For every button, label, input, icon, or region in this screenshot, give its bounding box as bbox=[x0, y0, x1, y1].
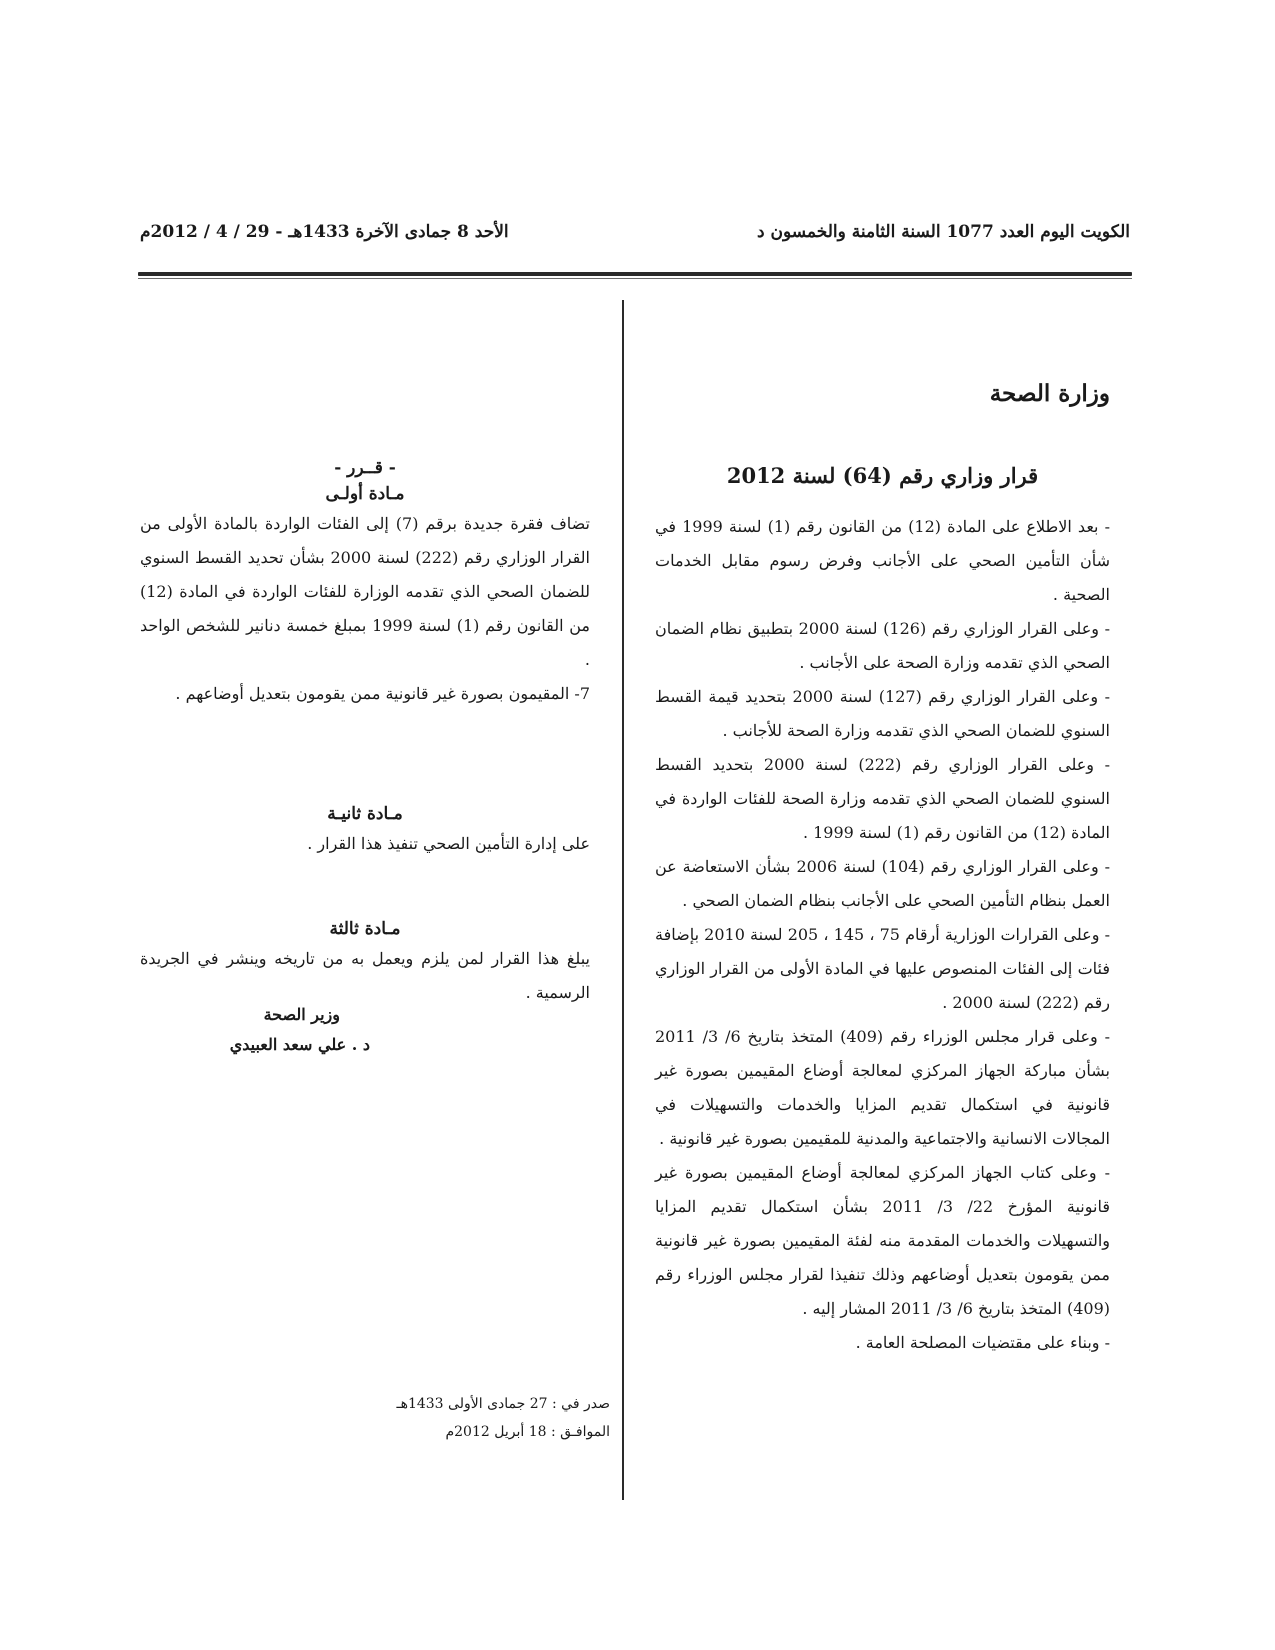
preamble-paragraph: - وعلى القرارات الوزارية أرقام 75 ، 145 ، 205 لسنة 2010 بإضافة فئات إلى الفئات المنصوص عليها في المادة الأولى من القرار الوزاري رقم (222) لسنة 2000 . bbox=[655, 925, 1110, 1012]
preamble-paragraph: - وبناء على مقتضيات المصلحة العامة . bbox=[855, 1333, 1110, 1352]
issued-date-gregorian: الموافـق : 18 أبريل 2012م bbox=[445, 1424, 610, 1440]
ministry-name: وزارة الصحة bbox=[989, 380, 1110, 407]
gazette-masthead: الكويت اليوم العدد 1077 السنة الثامنة والخمسون د bbox=[757, 222, 1130, 242]
page-header bbox=[140, 222, 1130, 262]
preamble-paragraph: - وعلى القرار الوزاري رقم (104) لسنة 2006 بشأن الاستعاضة عن العمل بنظام التأمين الصحي على الأجانب بنظام الضمان الصحي . bbox=[655, 857, 1110, 910]
preamble-paragraph: - وعلى القرار الوزاري رقم (127) لسنة 2000 بتحديد قيمة القسط السنوي للضمان الصحي الذي تقدمه وزارة الصحة للأجانب . bbox=[655, 687, 1111, 740]
left-column bbox=[140, 455, 590, 1010]
decision-title: قرار وزاري رقم (64) لسنة 2012 bbox=[726, 463, 1039, 488]
article-3-text: يبلغ هذا القرار لمن يلزم ويعمل به من تاريخه وينشر في الجريدة الرسمية . bbox=[140, 949, 590, 1002]
signature-block bbox=[140, 1000, 370, 1060]
signatory-role: وزير الصحة bbox=[263, 1005, 340, 1024]
issue-block bbox=[330, 1390, 610, 1446]
article-2-text: على إدارة التأمين الصحي تنفيذ هذا القرار . bbox=[307, 834, 590, 853]
issued-date-hijri: صدر في : 27 جمادى الأولى 1433هـ bbox=[396, 1396, 610, 1412]
signatory-name: د . علي سعد العبيدي bbox=[229, 1035, 370, 1054]
article-1-text: تضاف فقرة جديدة برقم (7) إلى الفئات الواردة بالمادة الأولى من القرار الوزاري رقم (222) لسنة 2000 بشأن تحديد القسط السنوي للضمان الصحي الذي تقدمه الوزارة للفئات الواردة في المادة (12) من القانون رقم (1) لسنة 1999 بمبلغ خمسة دنانير للشخص الواحد . bbox=[140, 514, 591, 669]
preamble-paragraph: - وعلى قرار مجلس الوزراء رقم (409) المتخذ بتاريخ 6/ 3/ 2011 بشأن مباركة الجهاز المركزي لمعالجة أوضاع المقيمين بصورة غير قانونية في استكمال تقديم المزايا والخدمات والتسهيلات في المجالات الانسانية والاجتماعية والمدنية للمقيمين بصورة غير قانونية . bbox=[655, 1027, 1111, 1148]
decides-heading: - قــرر - bbox=[334, 458, 396, 478]
article-1-title: مـادة أولـى bbox=[325, 484, 405, 504]
preamble-paragraph: - بعد الاطلاع على المادة (12) من القانون رقم (1) لسنة 1999 في شأن التأمين الصحي على الأجانب وفرض رسوم مقابل الخدمات الصحية . bbox=[655, 517, 1111, 604]
preamble-paragraph: - وعلى كتاب الجهاز المركزي لمعالجة أوضاع المقيمين بصورة غير قانونية المؤرخ 22/ 3/ 2011 بشأن استكمال تقديم المزايا والتسهيلات والخدمات المقدمة منه لفئة المقيمين بصورة غير قانونية ممن يقومون بتعديل أوضاعهم وذلك تنفيذا لقرار مجلس الوزراء رقم (409) المتخذ بتاريخ 6/ 3/ 2011 المشار إليه . bbox=[655, 1163, 1110, 1318]
article-1-item: 7- المقيمون بصورة غير قانونية ممن يقومون بتعديل أوضاعهم . bbox=[175, 684, 590, 703]
header-rule-thin bbox=[138, 278, 1132, 279]
preamble-paragraph: - وعلى القرار الوزاري رقم (222) لسنة 2000 بتحديد القسط السنوي للضمان الصحي الذي تقدمه وزارة الصحة للفئات الواردة في المادة (12) من القانون رقم (1) لسنة 1999 . bbox=[655, 755, 1110, 842]
column-divider bbox=[622, 300, 624, 1500]
article-2-title: مـادة ثانيـة bbox=[327, 804, 403, 824]
issue-date: الأحد 8 جمادى الآخرة 1433هـ - 29 / 4 / 2012م bbox=[140, 222, 509, 242]
right-column bbox=[655, 380, 1110, 1360]
article-3-title: مـادة ثالثة bbox=[329, 919, 401, 939]
preamble-paragraph: - وعلى القرار الوزاري رقم (126) لسنة 2000 بتطبيق نظام الضمان الصحي الذي تقدمه وزارة الصحة على الأجانب . bbox=[655, 619, 1110, 672]
header-rule bbox=[138, 272, 1132, 276]
